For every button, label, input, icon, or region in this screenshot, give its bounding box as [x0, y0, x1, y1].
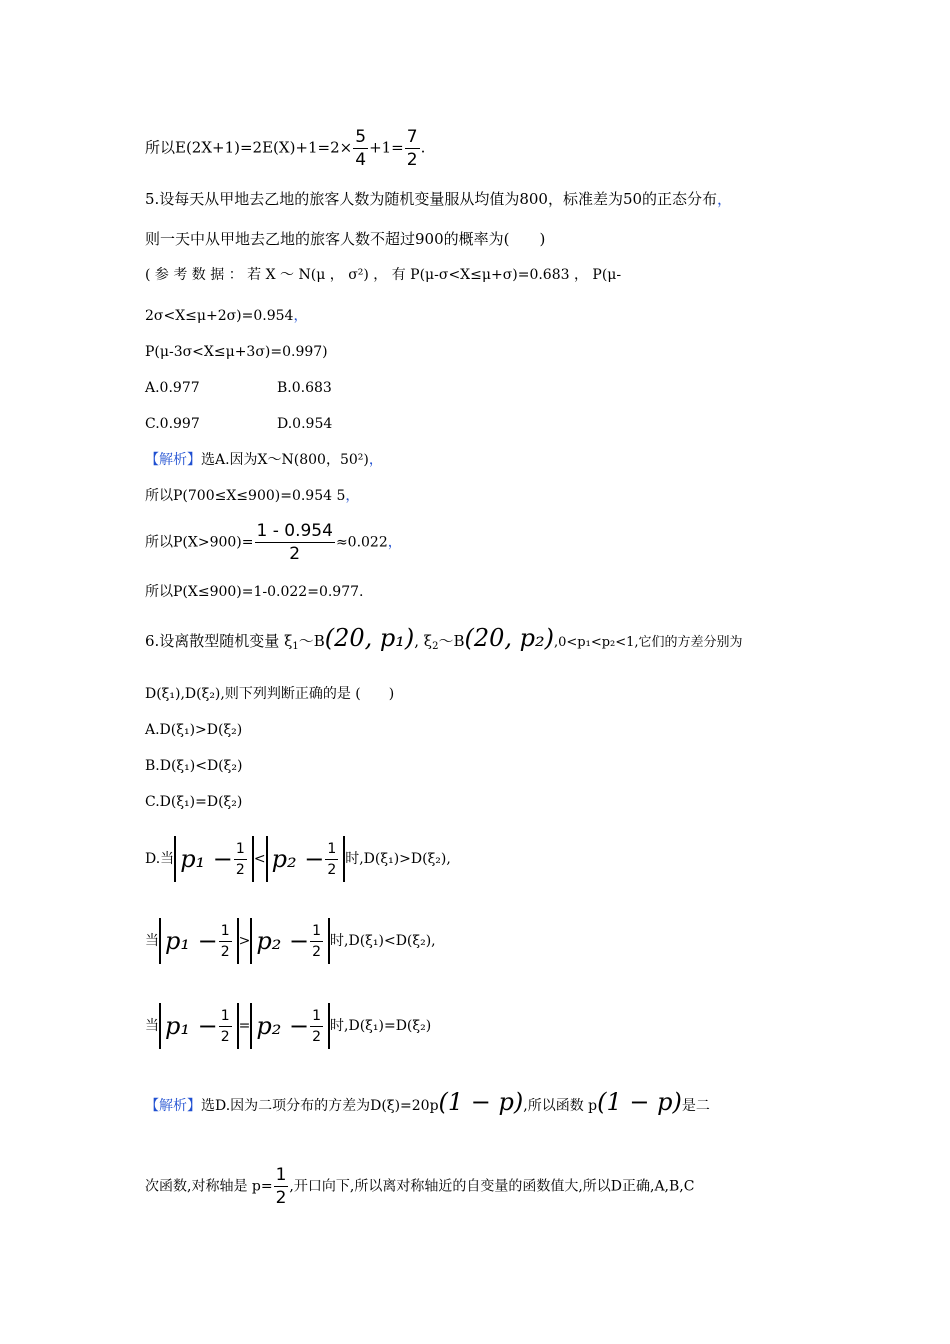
q5-solution-line4: 所以P(X≤900)=1-0.022=0.977. [145, 584, 364, 600]
intro-prefix: 所以E(2X+1)=2E(X)+1=2× [145, 138, 353, 157]
q6-option-d-line2: 当 p₁ − $\frac{1}{2}$ > p₂ − $\frac{1}{2}$ 时,D(ξ₁)<D(ξ₂), [145, 916, 436, 966]
abs-p1-half: p₁ − $\frac{1}{2}$ [159, 1003, 239, 1049]
q6-option-c: C.D(ξ₁)=D(ξ₂) [145, 794, 243, 810]
q5-reference-line1: ( 参 考 数 据 ： 若 X ～ N(μ ， σ²) ， 有 P(μ-σ<X≤μ+σ)=0.683 ， P(μ- [145, 267, 622, 283]
abs-p1-half: p₁ − $\frac{1}{2}$ [174, 836, 254, 882]
q5-option-d: D.0.954 [277, 416, 333, 432]
q6-stem-line1: 6.设离散型随机变量 $\xi_1\sim B(20$, p₁), $\xi_2\sim B(20$, p₂),0<p₁<p₂<1,它们的方差分别为 [145, 624, 743, 652]
fraction-sol3: $\frac{1 - 0.954}{2}$ [256, 521, 333, 564]
q5-solution-line2: 所以P(700≤X≤900)=0.954 5， [145, 488, 360, 504]
q6-option-b: B.D(ξ₁)<D(ξ₂) [145, 758, 243, 774]
q5-options-cd [145, 414, 332, 434]
q6-solution-line1: 【解析】选D.因为二项分布的方差为D(ξ)=20p(1 − p),所以函数 p(1 − p)是二 [145, 1088, 710, 1116]
paren-1-minus-p: (1 − p) [597, 1088, 682, 1116]
q6-option-d-line3: 当 p₁ − $\frac{1}{2}$ = p₂ − $\frac{1}{2}$ 时,D(ξ₁)=D(ξ₂) [145, 1001, 431, 1051]
q5-option-b: B.0.683 [277, 380, 332, 396]
abs-p1-half: p₁ − $\frac{1}{2}$ [159, 918, 239, 964]
binomial-params-2: (20, p₂) [464, 624, 554, 652]
q5-options-ab [145, 378, 332, 398]
q5-reference-line3: P(μ-3σ<X≤μ+3σ)=0.997) [145, 344, 328, 360]
q6-option-d-line1: D.当 p₁ − $\frac{1}{2}$ < p₂ − $\frac{1}{2}$ 时,D(ξ₁)>D(ξ₂), [145, 834, 451, 884]
line-intro: 所以E(2X+1)=2E(X)+1=2× $\frac{5}{4}$ +1= $\frac{7}{2}$ . [145, 127, 426, 170]
fraction-7-2: $\frac{7}{2}$ [406, 127, 418, 170]
abs-p2-half: p₂ − $\frac{1}{2}$ [266, 836, 346, 882]
q5-reference-line2: 2σ<X≤μ+2σ)=0.954， [145, 308, 308, 324]
solution-tag: 【解析】 [145, 1098, 201, 1114]
q5-option-a: A.0.977 [145, 380, 200, 396]
q6-solution-line2: 次函数,对称轴是 p= $\frac{1}{2}$ ,开口向下,所以离对称轴近的自变量的函数值大,所以D正确,A,B,C [145, 1165, 695, 1208]
abs-p2-half: p₂ − $\frac{1}{2}$ [250, 918, 330, 964]
q6-stem-line2: D(ξ₁),D(ξ₂),则下列判断正确的是 ( ) [145, 686, 395, 702]
paren-1-minus-p: (1 − p) [438, 1088, 524, 1116]
binomial-params-1: (20, p₁) [324, 624, 415, 652]
q6-option-a: A.D(ξ₁)>D(ξ₂) [145, 722, 243, 738]
q5-option-c: C.0.997 [145, 416, 200, 432]
q5-stem-line2: 则一天中从甲地去乙地的旅客人数不超过900的概率为( ) [145, 230, 546, 248]
q5-stem-line1: 5.设每天从甲地去乙地的旅客人数为随机变量服从均值为800，标准差为50的正态分布， [145, 190, 733, 208]
fraction-5-4: $\frac{5}{4}$ [355, 127, 367, 170]
solution-tag: 【解析】 [145, 452, 201, 468]
fraction-half: $\frac{1}{2}$ [275, 1165, 287, 1208]
abs-p2-half: p₂ − $\frac{1}{2}$ [250, 1003, 330, 1049]
q5-solution-line3: 所以P(X>900)= $\frac{1 - 0.954}{2}$ ≈0.022， [145, 521, 402, 564]
q5-solution-line1: 【解析】选A.因为X～N(800，50²)， [145, 452, 383, 468]
